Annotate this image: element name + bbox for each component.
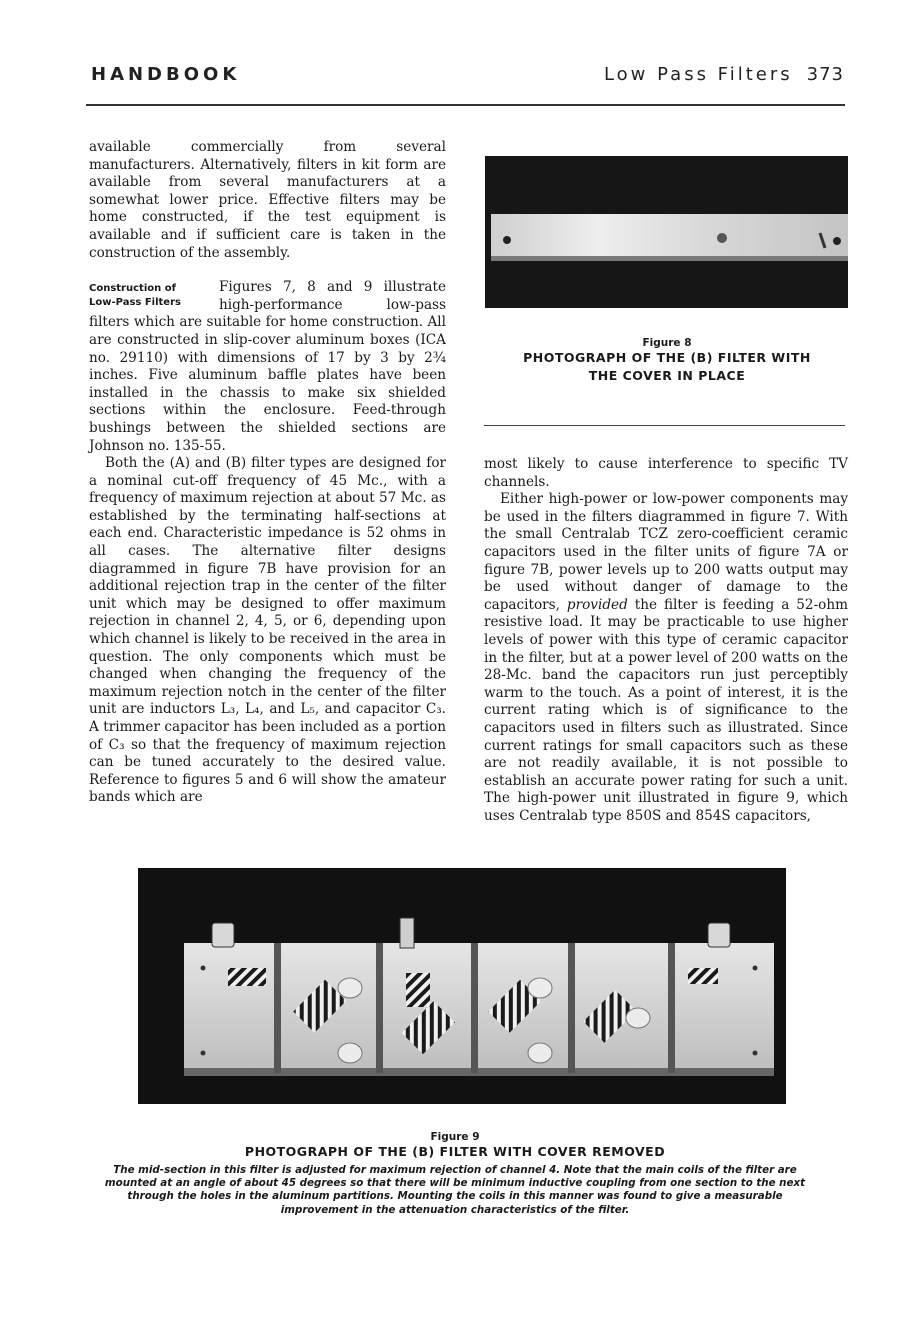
figure-9-label: Figure 9: [430, 1131, 480, 1143]
left-para-1: available commercially from several manufacturers. Alternatively, filters in kit form are available from several manufacturers at a somewhat lower price. Effective filters may be home constructed, if the test equipment is available and if sufficient care is taken in the construction of the assembly.: [89, 139, 446, 261]
figure-8-label: Figure 8: [642, 337, 692, 349]
figure-9-title: PHOTOGRAPH OF THE (B) FILTER WITH COVER REMOVED: [244, 1144, 666, 1159]
section-title: Low Pass Filters: [603, 64, 793, 85]
sidehead-line-1: Construction of: [89, 283, 176, 295]
running-header-title: HANDBOOK: [91, 64, 241, 85]
sidehead-construction: [89, 282, 219, 310]
figure-8-title-1: PHOTOGRAPH OF THE (B) FILTER WITH: [523, 350, 811, 365]
header-rule: [86, 104, 845, 106]
figure-8-rule: [484, 425, 845, 426]
figure-8-title-2: THE COVER IN PLACE: [588, 368, 746, 383]
left-para-3: Both the (A) and (B) filter types are designed for a nominal cut-off frequency of 45 Mc., with a frequency of maximum rejection at about 57 Mc. as established by the terminating half-sections at each end. Characteristic impedance is 52 ohms in all cases. The alternative filter designs diagrammed in figure 7B have provision for an additional rejection trap in the center of the filter unit which may be designed to offer maximum rejection in channel 2, 4, 5, or 6, depending upon which channel is likely to be received in the area in question. The only components which must be changed when changing the frequency of the maximum rejection notch in the center of the filter unit are inductors L₃, L₄, and L₅, and capacitor C₃. A trimmer capacitor has been included as a portion of C₃ so that the frequency of maximum rejection can be tuned accurately to the desired value. Reference to figures 5 and 6 will show the amateur bands which are: [89, 455, 446, 806]
figure-8-photo: [485, 156, 848, 308]
figure-8-caption: [486, 337, 848, 385]
sidehead-line-2: Low-Pass Filters: [89, 297, 181, 309]
left-column: [89, 139, 446, 807]
figure-9-photo: [138, 868, 786, 1104]
page-number: 373: [806, 64, 844, 85]
figure-9-caption: [100, 1131, 810, 1217]
right-para-2-emphasis: provided: [566, 596, 628, 613]
left-para-2: Figures 7, 8 and 9 illustrate high-performance low-pass filters which are suitable for home construction. All are constructed in slip-cover aluminum boxes (ICA no. 29110) with dimensions of 17 by 3 by 2¾ inches. Five aluminum baffle plates have been installed in the chassis to make six shielded sections within the enclosure. Feed-through bushings between the shielded sections are Johnson no. 135-55.: [89, 279, 446, 454]
right-para-2: [484, 491, 848, 825]
figure-9-note: The mid-section in this filter is adjusted for maximum rejection of channel 4. Note that the main coils of the filter are mounted at an angle of about 45 degrees so that there will be minimum inductive coupling from one section to the next through the holes in the aluminum partitions. Mounting the coils in this manner was found to give a measurable improvement in the attenuation characteristics of the filter.: [104, 1164, 806, 1216]
right-para-1: most likely to cause interference to specific TV channels.: [484, 456, 848, 490]
right-column: [484, 456, 848, 825]
right-para-2-start: Either high-power or low-power components may be used in the filters diagrammed in figure 7. With the small Centralab TCZ zero-coefficient ceramic capacitors used in the filter units of figure 7A or figure 7B, power levels up to 200 watts output may be used without danger of damage to the capacitors,: [484, 491, 848, 613]
running-header-section: [604, 64, 844, 85]
right-para-2-end: the filter is feeding a 52-ohm resistive load. It may be practicable to use higher levels of power with this type of ceramic capacitor in the filter, but at a power level of 200 watts on the 28-Mc. band the capacitors run just perceptibly warm to the touch. As a point of interest, it is the current rating which is of significance to the capacitors used in filters such as illustrated. Since current ratings for small capacitors such as these are not readily available, it is not possible to establish an accurate power rating for such a unit. The high-power unit illustrated in figure 9, which uses Centralab type 850S and 854S capacitors,: [484, 596, 848, 824]
